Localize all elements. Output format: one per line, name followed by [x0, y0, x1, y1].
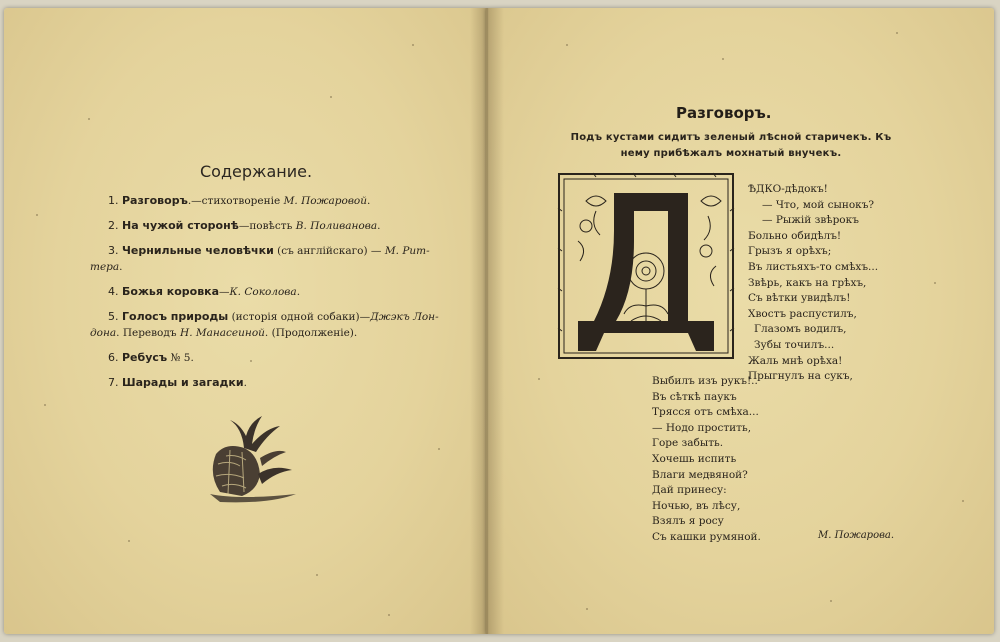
item-author-continued: тера — [90, 261, 120, 273]
item-description: — — [219, 286, 230, 298]
contents-item — [108, 350, 448, 366]
verse-line: Въ сѣткѣ паукъ — [652, 390, 737, 403]
item-number: 6. — [108, 351, 119, 364]
verse-column-2 — [652, 374, 761, 546]
item-title: Голосъ природы — [122, 310, 229, 323]
verse-line: ѢДКО-дѣдокъ! — [748, 183, 828, 195]
verse-line: — Что, мой сынокъ? — [762, 198, 875, 211]
item-tail: . — [296, 286, 301, 298]
item-author: М. Пожаровой — [283, 195, 368, 207]
item-tail: . — [377, 220, 381, 232]
item-title: Разговоръ — [122, 194, 188, 207]
verse-line: Прыгнулъ на сукъ, — [748, 370, 853, 383]
item-number: 2. — [108, 219, 119, 232]
verse-line: Трясся отъ смѣха... — [652, 406, 759, 419]
author-signature: М. Пожарова. — [818, 530, 895, 541]
item-description: . — [243, 377, 247, 389]
item-number: 3. — [108, 244, 119, 257]
item-translator: Н. Манасеиной — [180, 327, 265, 339]
verse-line: Съ кашки румяной. — [652, 530, 761, 543]
item-description: —повѣсть — [238, 220, 293, 232]
verse-line: Жаль мнѣ орѣха! — [748, 354, 843, 367]
verse-line: Взялъ я росу — [652, 515, 724, 528]
item-author: М. Рит- — [384, 245, 430, 257]
item-title: На чужой сторонѣ — [122, 219, 239, 232]
verse-line: Ночью, въ лѣсу, — [652, 499, 741, 512]
item-author: К. Соколова — [229, 286, 297, 298]
verse-line: Хвостъ распустилъ, — [748, 307, 857, 320]
epigraph-line: Подъ кустами сидитъ зеленый лѣсной старичекъ. Къ — [570, 132, 892, 143]
verse-line: Въ листьяхъ-то смѣхъ... — [748, 260, 879, 273]
item-author-continued: дона — [90, 327, 117, 339]
item-title: Чернильные человѣчки — [122, 244, 274, 257]
verse-line: Глазомъ водилъ, — [754, 323, 847, 336]
item-number: 7. — [108, 376, 119, 389]
item-number: 5. — [108, 310, 119, 323]
item-tail: . — [119, 261, 123, 273]
verse-line: Влаги медвяной? — [652, 468, 748, 481]
verse-column-1 — [748, 182, 878, 385]
verse-line: Грызъ я орѣхъ; — [748, 245, 832, 258]
verse-line: — Нодо простить, — [652, 421, 752, 434]
contents-item — [108, 193, 448, 209]
item-tail: . — [367, 195, 371, 207]
contents-item — [108, 375, 448, 391]
item-tail: . Переводъ — [116, 327, 177, 339]
verse-line: Хочешь испить — [652, 452, 737, 465]
verse-line: — Рыжій звѣрокъ — [762, 214, 859, 227]
item-description: (съ англійскаго) — — [273, 245, 382, 257]
contents-item — [108, 284, 448, 300]
epigraph — [546, 130, 916, 162]
pine-cone-illustration — [200, 414, 304, 506]
verse-line: Съ вѣтки увидѣлъ! — [748, 292, 851, 305]
item-description: № 5. — [167, 352, 194, 364]
item-tail: . (Продолженіе). — [264, 327, 358, 339]
item-description: (исторія одной собаки)— — [228, 311, 371, 323]
item-number: 1. — [108, 194, 119, 207]
item-title: Шарады и загадки — [122, 376, 244, 389]
contents-list — [90, 193, 448, 400]
item-author: В. Поливанова — [295, 220, 378, 232]
verse-line: Звѣрь, какъ на грѣхъ, — [748, 276, 867, 289]
verse-line: Горе забыть. — [652, 437, 724, 450]
contents-item — [108, 218, 448, 234]
item-number: 4. — [108, 285, 119, 298]
verse-line: Зубы точилъ... — [754, 338, 835, 351]
contents-item — [90, 309, 448, 341]
verse-line: Больно обидѣлъ! — [748, 229, 842, 242]
verse-line: Дай принесу: — [652, 484, 727, 497]
item-description: .—стихотвореніе — [187, 195, 281, 207]
item-author: Джэкъ Лон- — [370, 311, 439, 323]
contents-title: Содержание. — [200, 162, 313, 181]
item-title: Ребусъ — [122, 351, 168, 364]
epigraph-line: нему прибѣжалъ мохнатый внучекъ. — [620, 148, 842, 159]
item-title: Божья коровка — [122, 285, 220, 298]
verse-line: Выбилъ изъ рукъ!.. — [652, 375, 758, 387]
poem-title: Разговоръ. — [676, 104, 772, 122]
contents-item — [90, 243, 448, 275]
drop-capital-illustration — [556, 171, 736, 363]
